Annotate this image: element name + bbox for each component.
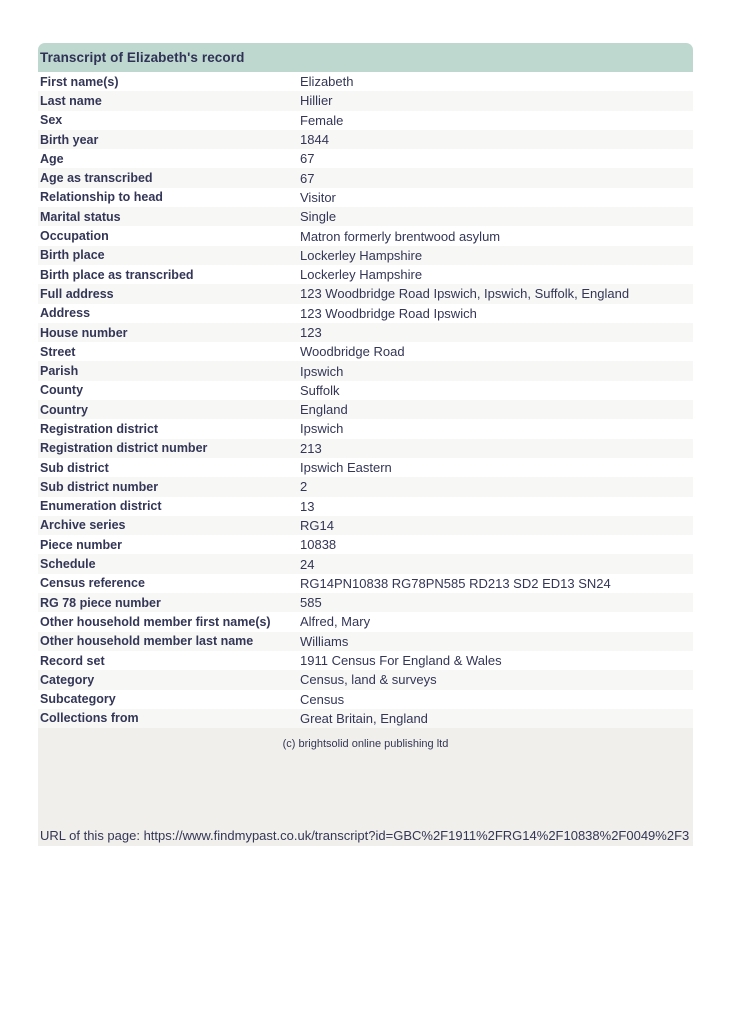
field-value: Lockerley Hampshire <box>300 267 423 283</box>
page-title: Transcript of Elizabeth's record <box>40 50 245 65</box>
table-row <box>38 381 693 400</box>
table-row <box>38 361 693 380</box>
field-label: Collections from <box>40 711 139 726</box>
field-label: Address <box>40 306 91 321</box>
table-row <box>38 188 693 207</box>
table-row <box>38 400 693 419</box>
field-label: Country <box>40 402 88 417</box>
table-row <box>38 574 693 593</box>
field-value: 1911 Census For England & Wales <box>300 653 502 669</box>
table-row <box>38 554 693 573</box>
transcript-card <box>38 43 693 846</box>
field-label: Subcategory <box>40 692 116 707</box>
page-url-text: URL of this page: https://www.findmypast.co.uk/transcript?id=GBC%2F1911%2FRG14%2F10838%2F0049%2F3 <box>40 828 690 844</box>
field-label: First name(s) <box>40 74 119 89</box>
record-table <box>38 72 693 728</box>
field-value: Williams <box>300 633 349 649</box>
field-label: Occupation <box>40 229 109 244</box>
field-value: Woodbridge Road <box>300 344 405 360</box>
field-value: 2 <box>300 479 308 495</box>
field-label: Record set <box>40 653 105 668</box>
field-label: Birth place as transcribed <box>40 267 194 282</box>
field-label: Age as transcribed <box>40 171 153 186</box>
field-value: Female <box>300 112 344 128</box>
table-row <box>38 304 693 323</box>
table-row <box>38 419 693 438</box>
field-label: Registration district number <box>40 441 208 456</box>
field-value: 213 <box>300 440 322 456</box>
table-row <box>38 111 693 130</box>
field-value: England <box>300 402 348 418</box>
field-value: Great Britain, England <box>300 710 428 726</box>
field-value: 67 <box>300 170 315 186</box>
copyright-text: (c) brightsolid online publishing ltd <box>282 738 449 751</box>
field-label: Birth place <box>40 248 105 263</box>
field-value: RG14PN10838 RG78PN585 RD213 SD2 ED13 SN24 <box>300 575 611 591</box>
field-value: Hillier <box>300 93 333 109</box>
field-value: Suffolk <box>300 382 340 398</box>
field-label: County <box>40 383 84 398</box>
field-value: 585 <box>300 595 322 611</box>
field-value: Census <box>300 691 345 707</box>
field-label: Sub district number <box>40 479 159 494</box>
field-label: RG 78 piece number <box>40 595 161 610</box>
table-row <box>38 497 693 516</box>
field-label: Census reference <box>40 576 145 591</box>
field-value: 123 Woodbridge Road Ipswich, Ipswich, Suffolk, England <box>300 286 630 302</box>
field-label: Full address <box>40 286 114 301</box>
field-value: Matron formerly brentwood asylum <box>300 228 501 244</box>
field-label: Marital status <box>40 209 121 224</box>
field-value: 10838 <box>300 537 337 553</box>
table-row <box>38 226 693 245</box>
field-label: Category <box>40 672 95 687</box>
table-row <box>38 632 693 651</box>
table-row <box>38 709 693 728</box>
field-label: Parish <box>40 364 79 379</box>
table-row <box>38 477 693 496</box>
field-label: Birth year <box>40 132 99 147</box>
field-value: Single <box>300 209 337 225</box>
field-label: Sex <box>40 113 63 128</box>
field-value: 1844 <box>300 132 329 148</box>
field-value: Alfred, Mary <box>300 614 371 630</box>
field-value: Ipswich <box>300 421 344 437</box>
table-row <box>38 535 693 554</box>
field-value: 123 <box>300 325 322 340</box>
table-row <box>38 670 693 689</box>
table-row <box>38 72 693 91</box>
table-row <box>38 130 693 149</box>
field-label: Registration district <box>40 421 159 436</box>
footer-block <box>38 728 693 846</box>
field-label: Sub district <box>40 460 109 475</box>
field-label: Street <box>40 344 76 359</box>
table-row <box>38 458 693 477</box>
table-row <box>38 612 693 631</box>
field-label: Other household member first name(s) <box>40 614 271 629</box>
field-label: Schedule <box>40 557 96 572</box>
field-value: 13 <box>300 498 315 514</box>
field-label: Archive series <box>40 518 126 533</box>
table-row <box>38 168 693 187</box>
field-value: Lockerley Hampshire <box>300 247 423 263</box>
transcript-header <box>38 43 693 72</box>
field-label: House number <box>40 325 128 340</box>
field-value: 24 <box>300 556 315 572</box>
table-row <box>38 265 693 284</box>
field-value: Visitor <box>300 189 336 205</box>
field-value: Ipswich Eastern <box>300 460 392 476</box>
field-value: Elizabeth <box>300 74 354 90</box>
table-row <box>38 690 693 709</box>
field-value: Census, land & surveys <box>300 672 437 688</box>
field-value: 67 <box>300 151 315 167</box>
field-label: Last name <box>40 93 102 108</box>
table-row <box>38 593 693 612</box>
table-row <box>38 207 693 226</box>
field-label: Other household member last name <box>40 634 254 649</box>
table-row <box>38 342 693 361</box>
table-row <box>38 439 693 458</box>
table-row <box>38 651 693 670</box>
table-row <box>38 149 693 168</box>
table-row <box>38 91 693 110</box>
field-value: RG14 <box>300 517 334 533</box>
field-label: Enumeration district <box>40 499 162 514</box>
field-label: Age <box>40 151 64 166</box>
field-value: 123 Woodbridge Road Ipswich <box>300 305 477 321</box>
table-row <box>38 323 693 342</box>
field-label: Piece number <box>40 537 122 552</box>
table-row <box>38 284 693 303</box>
table-row <box>38 246 693 265</box>
field-value: Ipswich <box>300 363 344 379</box>
field-label: Relationship to head <box>40 190 163 205</box>
table-row <box>38 516 693 535</box>
